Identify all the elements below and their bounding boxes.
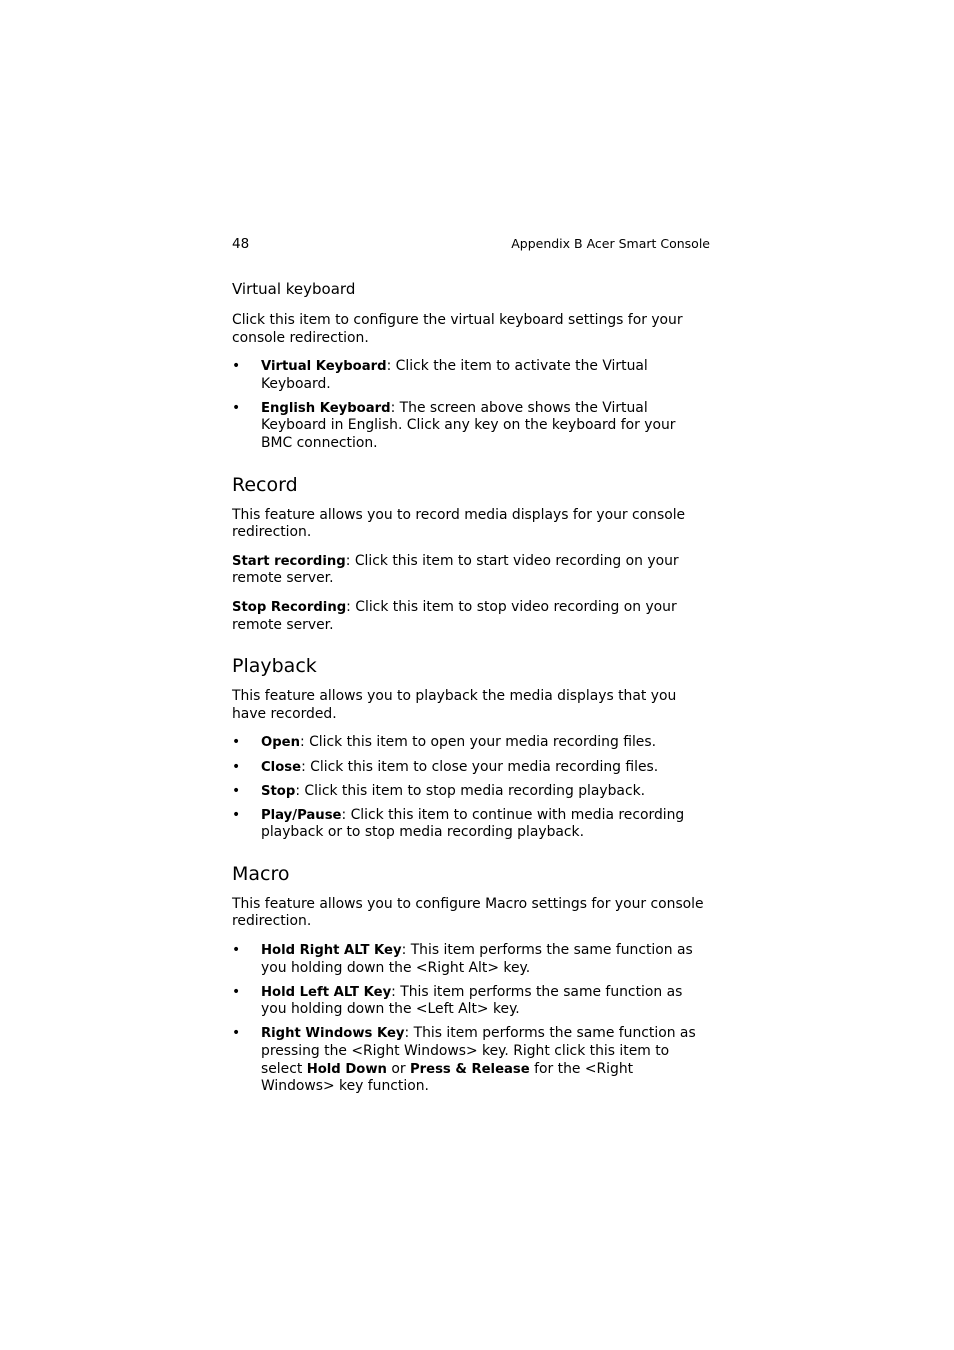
bullet: • — [232, 782, 241, 799]
virtual-keyboard-intro: Click this item to configure the virtual keyboard settings for your console redirection. — [232, 312, 683, 346]
page-content — [232, 278, 710, 1102]
description: for the <Right Windows> key function. — [261, 1060, 634, 1095]
page-header — [232, 236, 710, 256]
bullet: • — [232, 983, 241, 1000]
description: or — [386, 1060, 410, 1077]
term: Hold Down — [306, 1061, 387, 1077]
start-recording-paragraph — [232, 553, 710, 588]
term: Press & Release — [409, 1061, 530, 1077]
description: : Click the item to activate the Virtual Keyboard. — [261, 358, 648, 392]
list-item — [232, 358, 710, 393]
virtual-keyboard-list — [232, 358, 710, 452]
description: : Click this item to stop video recording on your remote server. — [232, 599, 677, 633]
bullet: • — [232, 942, 241, 959]
macro-list — [232, 942, 710, 1096]
term: Right Windows Key — [261, 1026, 405, 1042]
term: English Keyboard — [261, 400, 391, 416]
bullet: • — [232, 758, 241, 775]
term: Stop — [261, 783, 296, 799]
term: Open — [261, 735, 300, 751]
playback-heading: Playback — [232, 655, 317, 678]
term: Virtual Keyboard — [261, 359, 387, 375]
list-item — [232, 807, 710, 842]
term: Play/Pause — [261, 807, 342, 823]
list-item — [232, 734, 710, 752]
macro-intro: This feature allows you to configure Macro settings for your console redirection. — [232, 895, 704, 930]
term: Hold Right ALT Key — [261, 943, 402, 959]
playback-intro: This feature allows you to playback the media displays that you have recorded. — [232, 688, 677, 722]
macro-heading: Macro — [232, 862, 290, 885]
description: : Click this item to start video recording on your remote server. — [232, 552, 679, 587]
term: Close — [261, 759, 302, 775]
bullet: • — [232, 806, 241, 823]
term: Stop Recording — [232, 600, 347, 616]
bullet: • — [232, 1025, 241, 1042]
description: : Click this item to continue with media recording playback or to stop media recording playback. — [261, 806, 685, 841]
list-item — [232, 400, 710, 453]
bullet: • — [232, 399, 241, 416]
bullet: • — [232, 734, 241, 751]
list-item — [232, 783, 710, 801]
description: : Click this item to open your media recording files. — [299, 734, 656, 751]
record-heading: Record — [232, 473, 298, 496]
running-title: Appendix B Acer Smart Console — [511, 236, 710, 251]
stop-recording-paragraph — [232, 599, 710, 634]
description: : Click this item to stop media recording playback. — [295, 782, 646, 799]
list-item — [232, 1025, 710, 1095]
list-item — [232, 759, 710, 777]
playback-list — [232, 734, 710, 841]
page-number: 48 — [232, 236, 250, 252]
description: : This item performs the same function as you holding down the <Right Alt> key. — [261, 942, 693, 976]
list-item — [232, 984, 710, 1019]
bullet: • — [232, 358, 241, 375]
virtual-keyboard-heading: Virtual keyboard — [232, 280, 356, 298]
record-intro: This feature allows you to record media displays for your console redirection. — [232, 506, 686, 541]
list-item — [232, 942, 710, 977]
description: : This item performs the same function as pressing the <Right Windows> key. Right click this item to select — [261, 1025, 696, 1077]
description: : The screen above shows the Virtual Keyboard in English. Click any key on the keyboard for your BMC connection. — [261, 399, 676, 452]
description: : Click this item to close your media recording files. — [301, 758, 659, 775]
term: Start recording — [232, 553, 346, 569]
term: Hold Left ALT Key — [261, 984, 392, 1000]
description: : This item performs the same function as you holding down the <Left Alt> key. — [261, 983, 683, 1018]
